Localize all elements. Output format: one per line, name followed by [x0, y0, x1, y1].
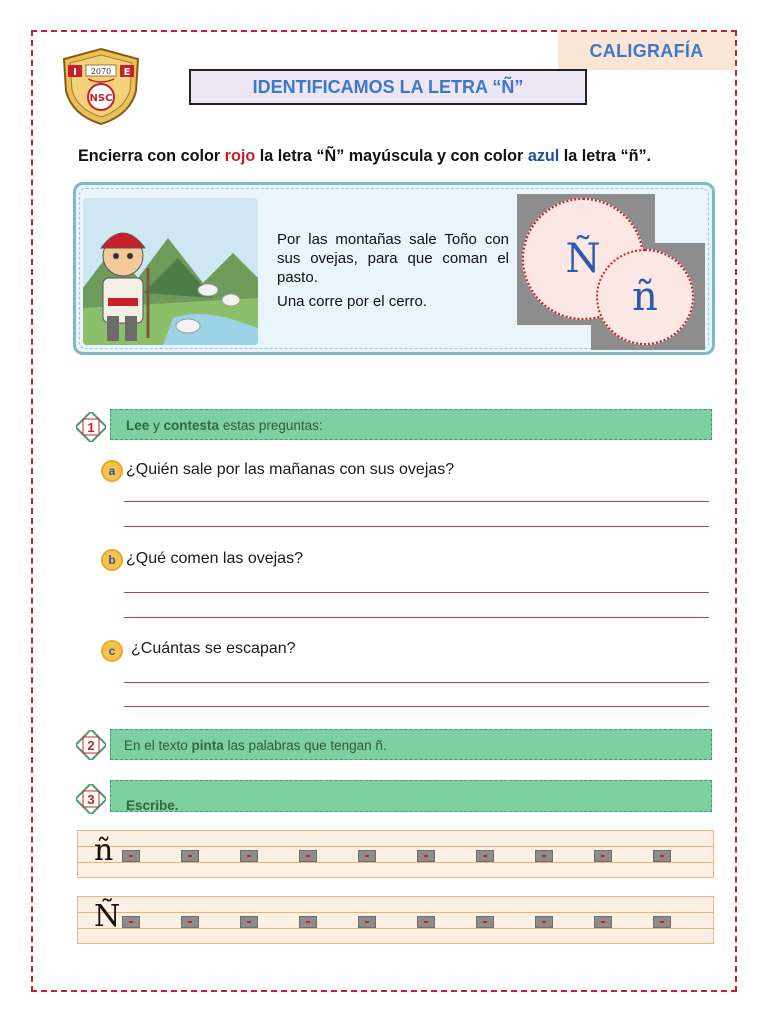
- story-text: [277, 230, 509, 311]
- answer-line[interactable]: [124, 592, 709, 593]
- tracing-slot[interactable]: [594, 850, 612, 862]
- step-1-bar: [110, 409, 712, 440]
- question-c-badge: c: [101, 640, 123, 662]
- step-2-text: En el texto: [124, 738, 192, 753]
- step-1-keyword: contesta: [163, 418, 220, 433]
- svg-text:NSC: NSC: [89, 93, 113, 104]
- question-a: ¿Quién sale por las mañanas con sus ovejas?: [126, 461, 455, 478]
- model-letter: ñ: [94, 833, 114, 868]
- question-a-badge: a: [101, 460, 123, 482]
- tracing-slot[interactable]: [476, 916, 494, 928]
- question-c: ¿Cuántas se escapan?: [131, 640, 296, 657]
- tracing-slot[interactable]: [594, 916, 612, 928]
- svg-text:2070: 2070: [90, 67, 112, 76]
- question-b-badge: b: [101, 549, 123, 571]
- uppercase-letter-circle: Ñ: [522, 198, 644, 320]
- answer-line[interactable]: [124, 682, 709, 683]
- story-line: Por las montañas sale Toño con sus ovejas, para que coman el pasto.: [277, 231, 509, 286]
- answer-line[interactable]: [124, 617, 709, 618]
- tracing-slot[interactable]: [299, 850, 317, 862]
- step-3-keyword: Escribe.: [126, 798, 179, 813]
- instruction-part: la letra “ñ”.: [559, 147, 652, 165]
- blue-word: azul: [527, 147, 560, 165]
- step-1-text: estas preguntas:: [219, 418, 323, 433]
- red-word: rojo: [224, 147, 256, 165]
- tracing-slot[interactable]: [653, 850, 671, 862]
- guide-line: [78, 928, 713, 929]
- step-2-bar: [110, 729, 712, 760]
- school-logo: [58, 45, 144, 127]
- svg-text:I: I: [73, 67, 77, 78]
- guide-line: [78, 862, 713, 863]
- subject-tab: CALIGRAFÍA: [558, 32, 735, 70]
- tracing-slot[interactable]: [122, 850, 140, 862]
- tracing-slot[interactable]: [535, 916, 553, 928]
- guide-line: [78, 912, 713, 913]
- step-1-keyword: Lee: [126, 418, 150, 433]
- tracing-slot[interactable]: [358, 850, 376, 862]
- step-2-keyword: pinta: [191, 738, 224, 753]
- instruction-text: [78, 147, 728, 166]
- story-illustration: [83, 198, 258, 345]
- practice-row-lowercase[interactable]: [77, 830, 714, 878]
- answer-line[interactable]: [124, 526, 709, 527]
- tracing-slot[interactable]: [653, 916, 671, 928]
- tracing-slot[interactable]: [476, 850, 494, 862]
- instruction-part: Encierra con color: [78, 147, 225, 165]
- tracing-slot[interactable]: [122, 916, 140, 928]
- tracing-slot[interactable]: [417, 916, 435, 928]
- step-1-text: y: [149, 418, 164, 433]
- tracing-slot[interactable]: [299, 916, 317, 928]
- tracing-slot[interactable]: [535, 850, 553, 862]
- guide-line: [78, 846, 713, 847]
- tracing-slot[interactable]: [417, 850, 435, 862]
- tracing-slot[interactable]: [240, 850, 258, 862]
- instruction-part: la letra “Ñ” mayúscula y con color: [255, 147, 528, 165]
- tracing-slot[interactable]: [181, 850, 199, 862]
- question-b: ¿Qué comen las ovejas?: [126, 550, 303, 567]
- page-title: IDENTIFICAMOS LA LETRA “Ñ”: [189, 69, 587, 105]
- step-3-number: 3: [87, 791, 95, 807]
- tracing-slot[interactable]: [358, 916, 376, 928]
- answer-line[interactable]: [124, 501, 709, 502]
- step-2-text: las palabras que tengan ñ.: [223, 738, 387, 753]
- svg-text:E: E: [123, 67, 131, 78]
- step-2-number: 2: [87, 737, 95, 753]
- lowercase-letter-circle: ñ: [596, 249, 694, 345]
- practice-row-uppercase[interactable]: [77, 896, 714, 944]
- step-3-bar: [110, 780, 712, 812]
- tracing-slot[interactable]: [181, 916, 199, 928]
- step-1-number: 1: [87, 419, 95, 435]
- model-letter: Ñ: [94, 899, 121, 934]
- answer-line[interactable]: [124, 706, 709, 707]
- story-line: Una corre por el cerro.: [277, 293, 428, 310]
- tracing-slot[interactable]: [240, 916, 258, 928]
